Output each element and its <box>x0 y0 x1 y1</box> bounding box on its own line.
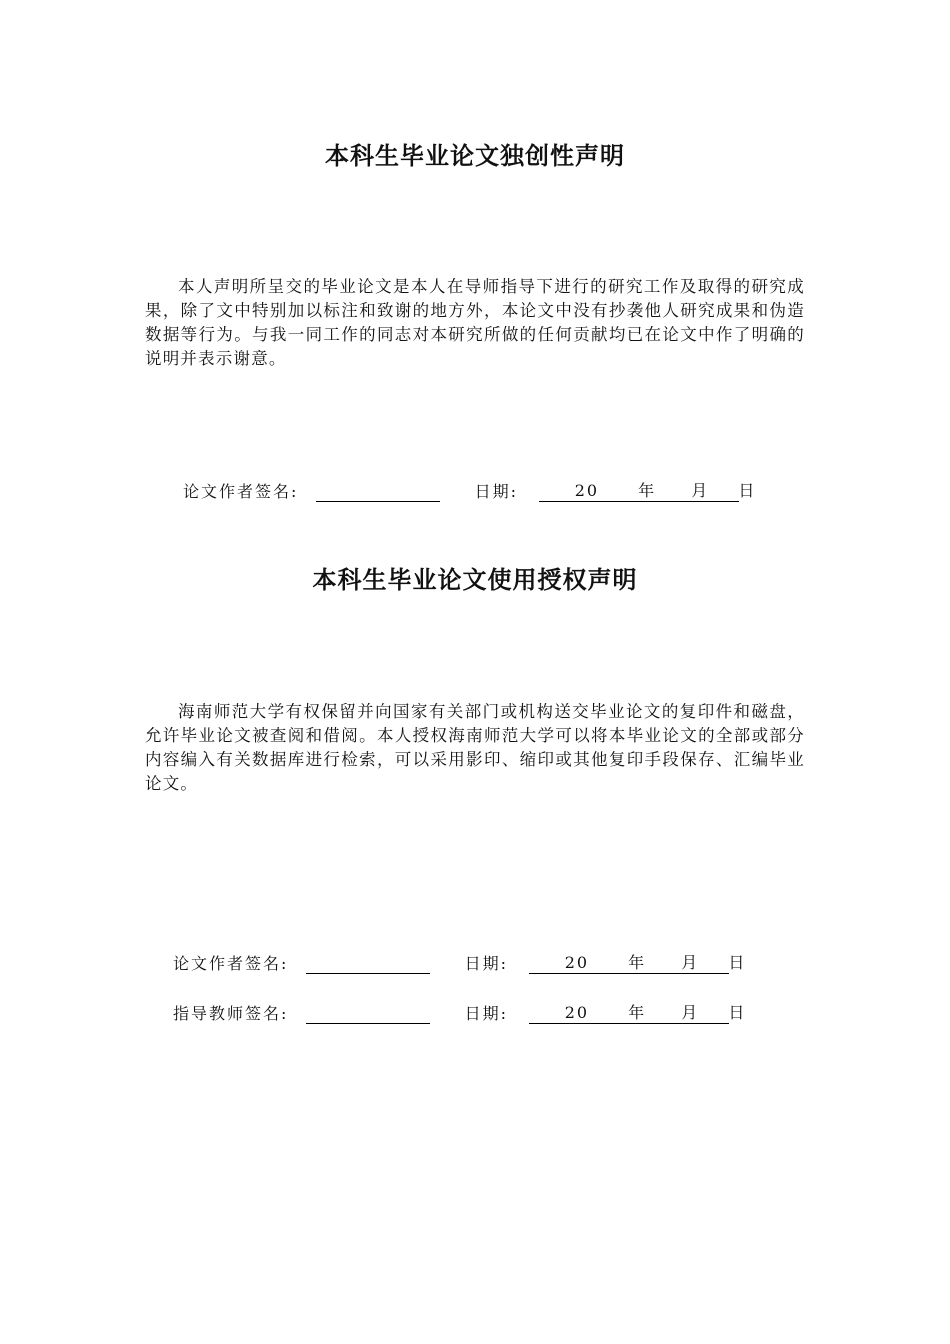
year-prefix: 20 <box>574 481 600 500</box>
originality-signature-row <box>183 478 757 502</box>
month-label: 月 <box>691 481 710 500</box>
authorization-advisor-row <box>173 1000 747 1024</box>
date-label: 日期: <box>464 1004 508 1023</box>
year-prefix: 20 <box>564 953 590 972</box>
day-label: 日 <box>738 481 757 500</box>
author-sign-label: 论文作者签名: <box>183 482 299 501</box>
date-blank[interactable] <box>529 1000 747 1024</box>
author-sign-label: 论文作者签名: <box>173 954 289 973</box>
authorization-author-row <box>173 950 747 974</box>
originality-title: 本科生毕业论文独创性声明 <box>325 142 625 170</box>
authorization-body: 海南师范大学有权保留并向国家有关部门或机构送交毕业论文的复印件和磁盘，允许毕业论文被查阅和借阅。本人授权海南师范大学可以将本毕业论文的全部或部分内容编入有关数据库进行检索，可以采用影印、缩印或其他复印手段保存、汇编毕业论文。 <box>145 702 805 793</box>
advisor-sign-label: 指导教师签名: <box>173 1004 289 1023</box>
originality-body: 本人声明所呈交的毕业论文是本人在导师指导下进行的研究工作及取得的研究成果，除了文中特别加以标注和致谢的地方外，本论文中没有抄袭他人研究成果和伪造数据等行为。与我一同工作的同志对本研究所做的任何贡献均已在论文中作了明确的说明并表示谢意。 <box>145 277 805 368</box>
day-label: 日 <box>728 1003 747 1022</box>
date-blank[interactable] <box>529 950 747 974</box>
month-label: 月 <box>681 1003 700 1022</box>
year-prefix: 20 <box>564 1003 590 1022</box>
day-label: 日 <box>728 953 747 972</box>
authorization-title: 本科生毕业论文使用授权声明 <box>312 566 638 594</box>
month-label: 月 <box>681 953 700 972</box>
date-label: 日期: <box>474 482 518 501</box>
advisor-sign-blank[interactable] <box>306 1005 430 1024</box>
author-sign-blank[interactable] <box>316 483 440 502</box>
date-blank[interactable] <box>539 478 757 502</box>
year-label: 年 <box>628 1003 647 1022</box>
year-label: 年 <box>628 953 647 972</box>
year-label: 年 <box>638 481 657 500</box>
author-sign-blank[interactable] <box>306 955 430 974</box>
date-label: 日期: <box>464 954 508 973</box>
